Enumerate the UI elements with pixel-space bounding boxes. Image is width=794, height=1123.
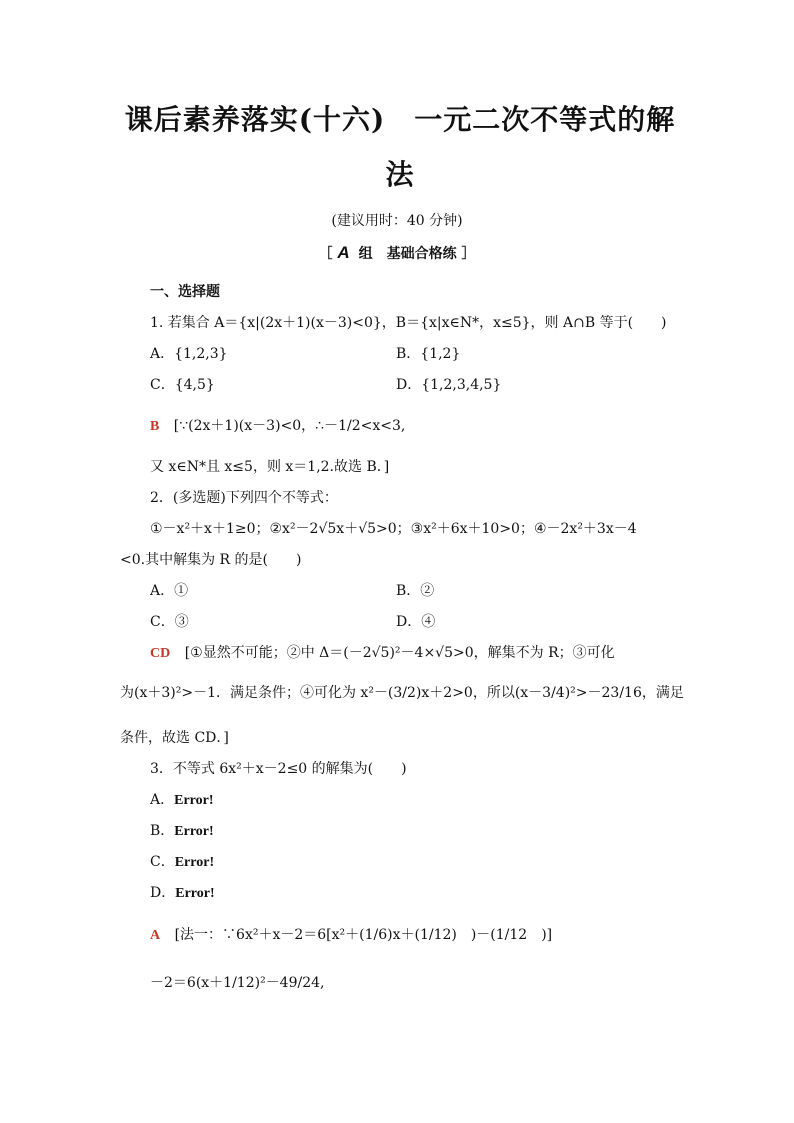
q2-solution-line-3: 条件，故选 CD．]	[120, 730, 229, 746]
q3-option-a-error: Error!	[174, 793, 214, 808]
q2-solution-line-2: 为(x＋3)²>－1．满足条件；④可化为 x²－(3/2)x＋2>0，所以(x－3/4)²>－23/16，满足	[120, 685, 684, 701]
q2-answer: CD	[150, 646, 171, 661]
q1-option-d: D．{1,2,3,4,5}	[396, 377, 502, 393]
bracket-close: ］	[461, 246, 476, 262]
q2-option-b: B．②	[396, 583, 435, 599]
group-label: 组 基础合格练	[358, 246, 457, 262]
page-title-line-1: 课后素养落实(十六) 一元二次不等式的解	[124, 103, 676, 136]
group-heading	[0, 243, 794, 263]
q3-option-b-error: Error!	[174, 824, 214, 839]
q2-inequalities-line-2: <0.其中解集为 R 的是( )	[120, 552, 302, 568]
q1-solution-line-2: 又 x∈N*且 x≤5，则 x＝1,2.故选 B．]	[150, 459, 390, 475]
q3-option-c-error: Error!	[174, 855, 215, 870]
q2-option-a: A．①	[150, 583, 189, 599]
q3-solution-line-2: －2＝6(x＋1/12)²－49/24,	[150, 975, 325, 991]
q1-answer: B	[150, 419, 160, 434]
group-badge: A	[337, 243, 350, 262]
q3-stem: 3．不等式 6x²＋x－2≤0 的解集为( )	[150, 761, 407, 777]
q1-option-a: A．{1,2,3}	[150, 346, 228, 362]
section-heading: 一、选择题	[150, 284, 220, 300]
bracket-open: ［	[318, 246, 333, 262]
q2-stem: 2．(多选题)下列四个不等式：	[150, 490, 338, 506]
q1-option-b: B．{1,2}	[396, 346, 461, 362]
q2-inequalities-line-1: ①－x²＋x＋1≥0；②x²－2√5x＋√5>0；③x²＋6x＋10>0；④－2x²＋3x－4	[150, 521, 637, 537]
q1-stem: 1. 若集合 A＝{x|(2x＋1)(x－3)<0}，B＝{x|x∈N*，x≤5}，则 A∩B 等于( )	[150, 315, 667, 331]
page-title-line-2: 法	[385, 158, 415, 191]
q2-option-d: D．④	[396, 614, 436, 630]
q1-option-c: C．{4,5}	[150, 377, 215, 393]
q3-option-b	[150, 820, 214, 840]
q3-option-b-label: B．	[150, 823, 175, 839]
suggested-time: (建议用时：40 分钟)	[331, 213, 463, 229]
q3-option-a	[150, 789, 214, 809]
q1-solution-line-1	[150, 415, 405, 435]
q3-option-d	[150, 882, 215, 902]
q1-solution-text-1: [∵(2x＋1)(x－3)<0，∴－1/2<x<3,	[173, 418, 406, 434]
q2-solution-text-1: [①显然不可能；②中 Δ＝(－2√5)²－4×√5>0，解集不为 R；③可化	[184, 645, 615, 661]
q3-solution-text-1: [法一：∵6x²＋x－2＝6[x²＋(1/6)x＋(1/12) )－(1/12 )]	[174, 927, 553, 943]
q3-option-d-label: D．	[150, 885, 176, 901]
q2-solution-line-1	[150, 642, 615, 662]
q3-answer: A	[150, 928, 161, 943]
q3-option-c-label: C．	[150, 854, 175, 870]
q3-option-a-label: A．	[150, 792, 175, 808]
q2-option-c: C．③	[150, 614, 189, 630]
q3-option-d-error: Error!	[175, 886, 215, 901]
q3-option-c	[150, 851, 214, 871]
q3-solution-line-1	[150, 924, 552, 944]
